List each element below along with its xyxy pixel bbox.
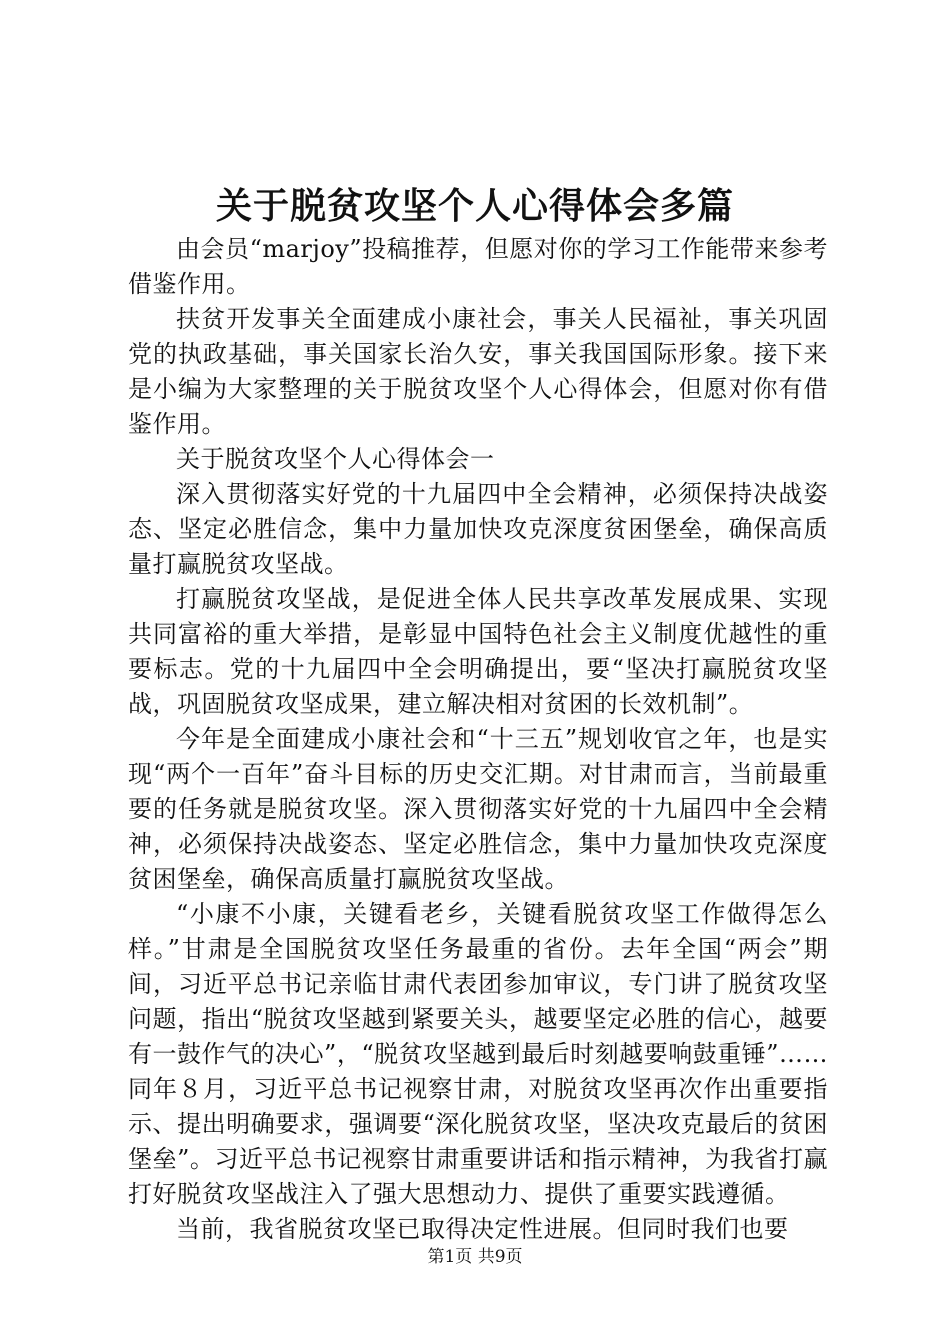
paragraph: 打赢脱贫攻坚战，是促进全体人民共享改革发展成果、实现共同富裕的重大举措，是彰显中国特色社会主义制度优越性的重要标志。党的十九届四中全会明确提出，要“坚决打赢脱贫攻坚战，巩固脱贫攻坚成果，建立解决相对贫困的长效机制”。 xyxy=(128,585,828,718)
paragraph: “小康不小康，关键看老乡，关键看脱贫攻坚工作做得怎么样。”甘肃是全国脱贫攻坚任务最重的省份。去年全国“两会”期间，习近平总书记亲临甘肃代表团参加审议，专门讲了脱贫攻坚问题，指出“脱贫攻坚越到紧要关头，越要坚定必胜的信心，越要有一鼓作气的决心”，“脱贫攻坚越到最后时刻越要响鼓重锤”……同年８月，习近平总书记视察甘肃，对脱贫攻坚再次作出重要指示、提出明确要求，强调要“深化脱贫攻坚，坚决攻克最后的贫困堡垒”。习近平总书记视察甘肃重要讲话和指示精神，为我省打赢打好脱贫攻坚战注入了强大思想动力、提供了重要实践遵循。 xyxy=(128,900,828,1208)
paragraph: 当前，我省脱贫攻坚已取得决定性进展。但同时我们也要 xyxy=(176,1215,789,1243)
paragraph-summary: 扶贫开发事关全面建成小康社会，事关人民福祉，事关巩固党的执政基础，事关国家长治久安，事关我国国际形象。接下来是小编为大家整理的关于脱贫攻坚个人心得体会，但愿对你有借鉴作用。 xyxy=(128,305,828,438)
paragraph: 深入贯彻落实好党的十九届四中全会精神，必须保持决战姿态、坚定必胜信念，集中力量加快攻克深度贫困堡垒，确保高质量打赢脱贫攻坚战。 xyxy=(128,480,828,578)
section-heading-one: 关于脱贫攻坚个人心得体会一 xyxy=(176,445,495,473)
page-number-footer: 第1页 共9页 xyxy=(427,1247,523,1267)
document-body xyxy=(128,232,828,1247)
paragraph: 今年是全面建成小康社会和“十三五”规划收官之年，也是实现“两个一百年”奋斗目标的历史交汇期。对甘肃而言，当前最重要的任务就是脱贫攻坚。深入贯彻落实好党的十九届四中全会精神，必须保持决战姿态、坚定必胜信念，集中力量加快攻克深度贫困堡垒，确保高质量打赢脱贫攻坚战。 xyxy=(128,725,828,893)
document-title: 关于脱贫攻坚个人心得体会多篇 xyxy=(215,185,734,227)
paragraph-intro: 由会员“marjoy”投稿推荐，但愿对你的学习工作能带来参考借鉴作用。 xyxy=(128,235,828,298)
